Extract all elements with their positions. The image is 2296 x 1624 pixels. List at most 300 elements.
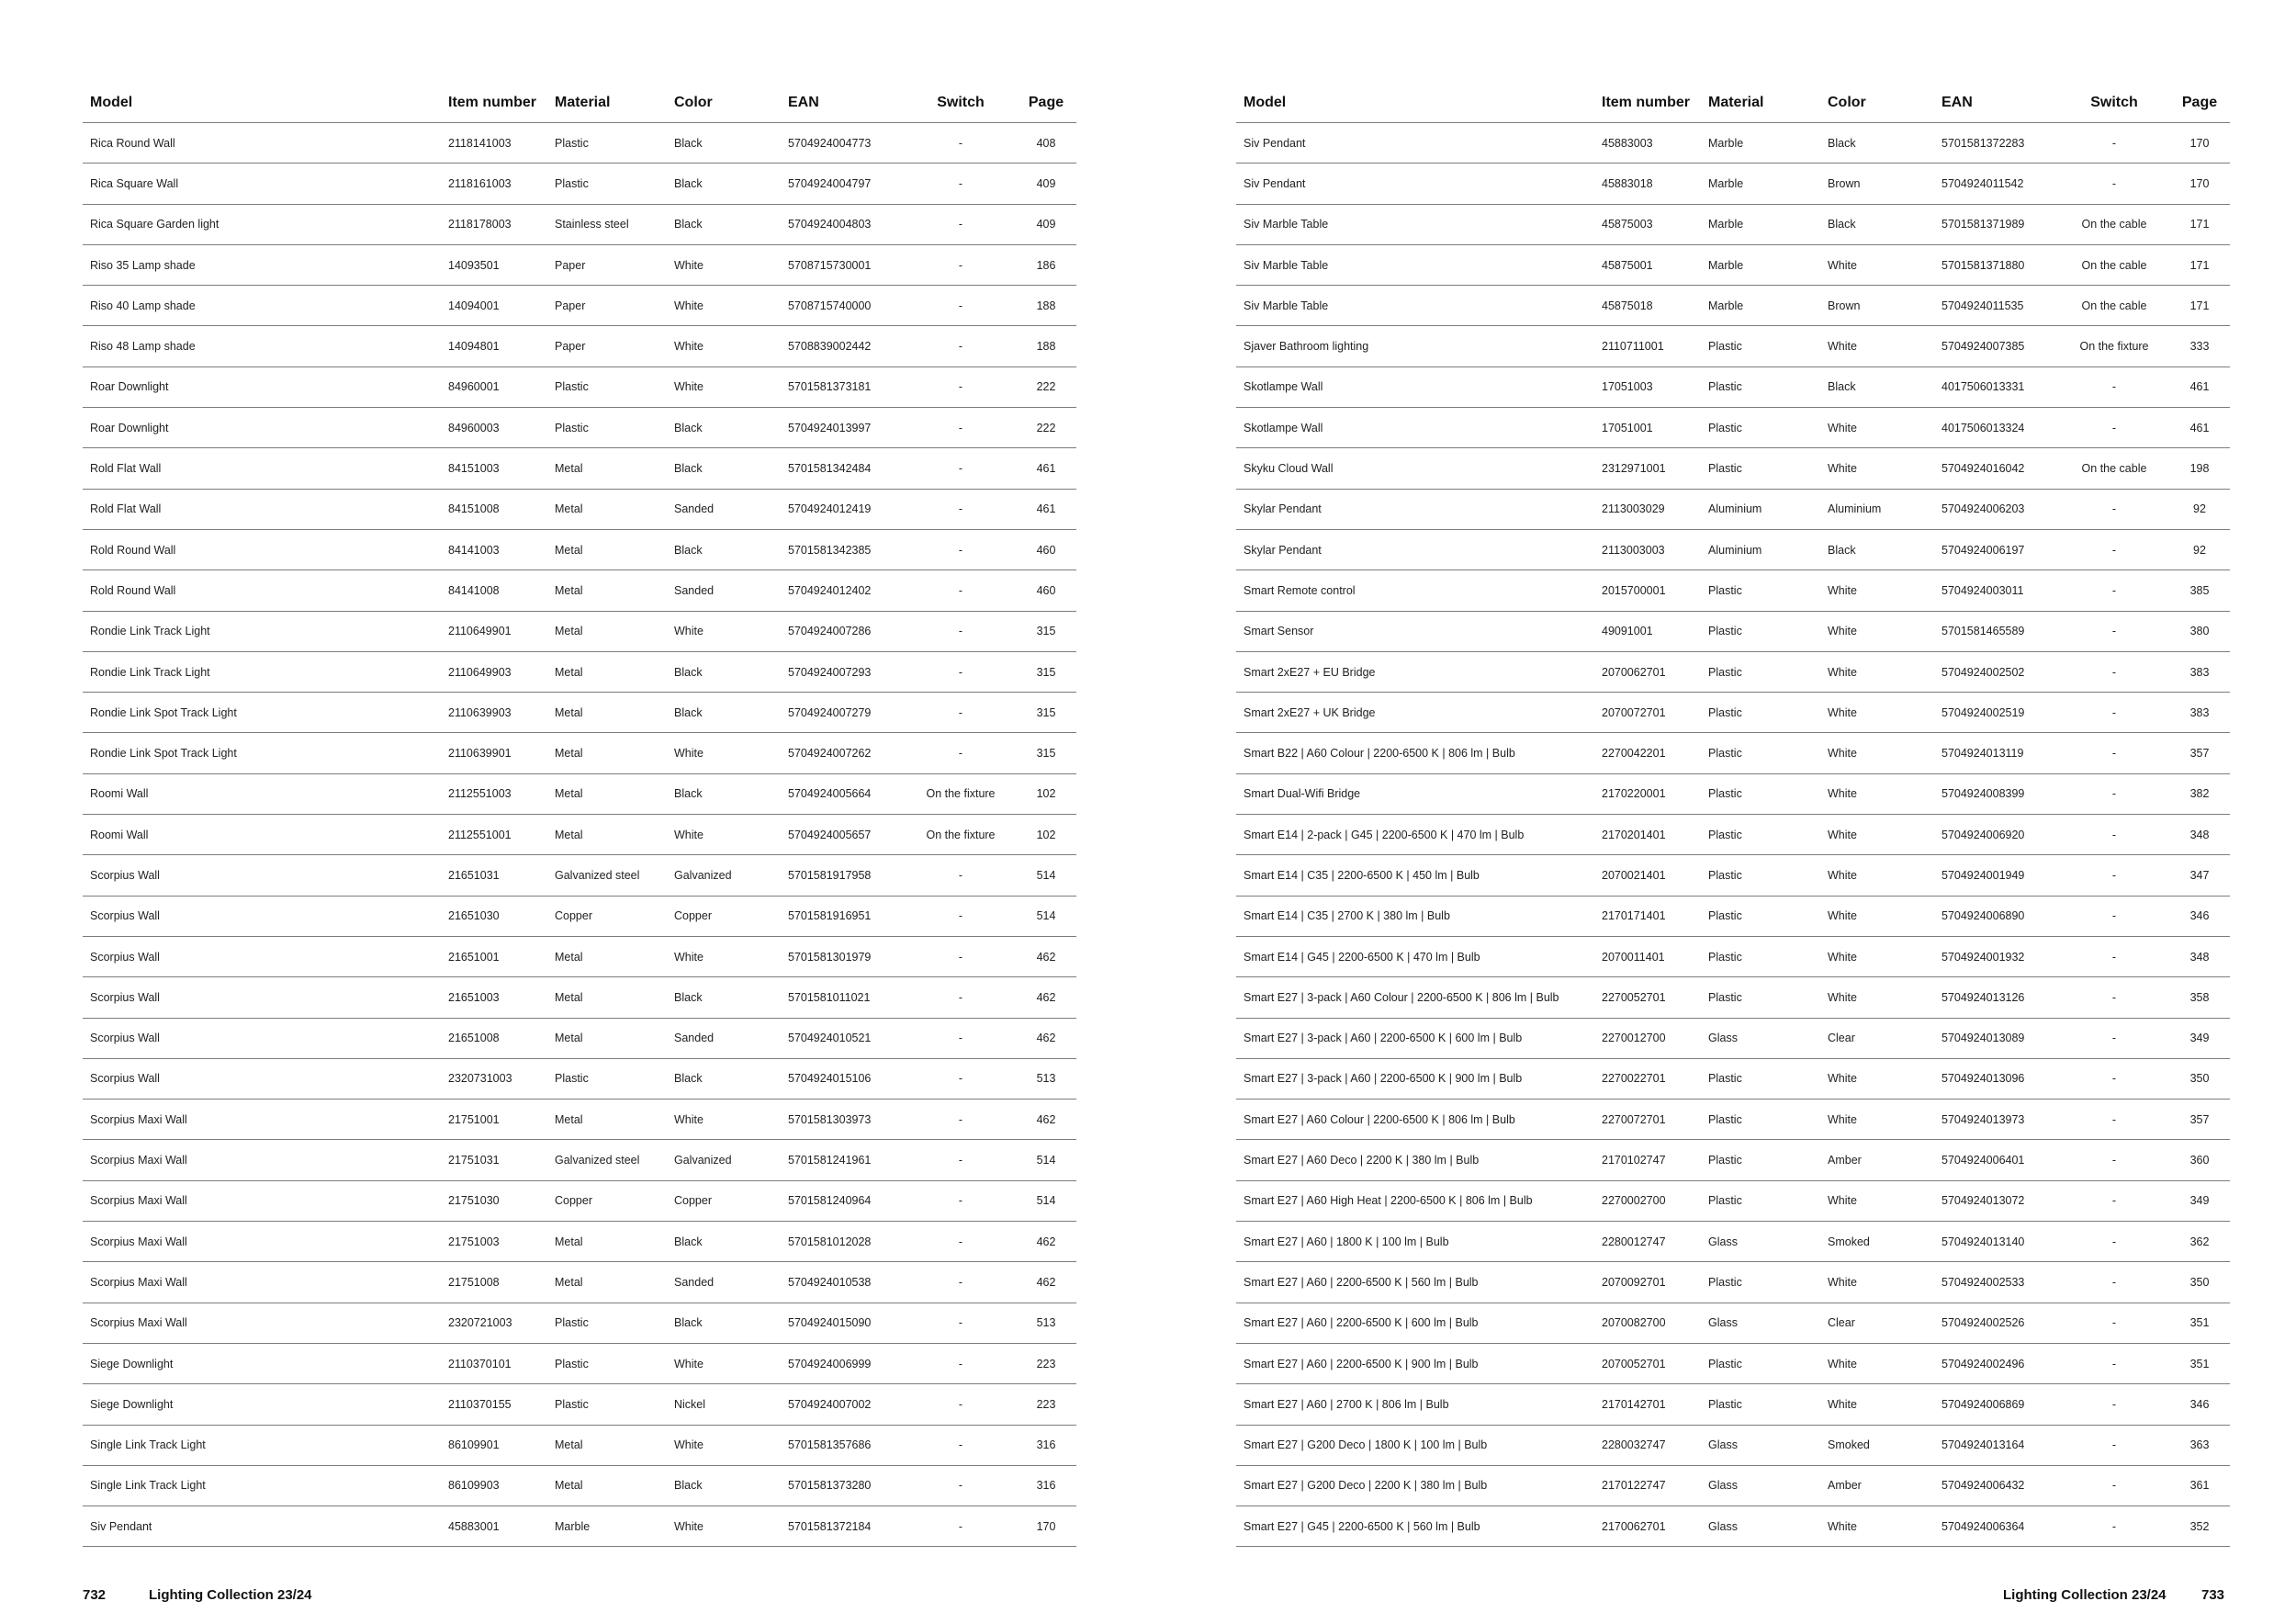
cell-page: 316 [1036,1438,1056,1452]
cell-model: Scorpius Wall [90,990,160,1004]
cell-page: 346 [2189,909,2210,923]
cell-switch: - [958,705,963,719]
cell-page: 382 [2189,787,2210,801]
cell-material: Metal [555,462,583,476]
cell-page: 102 [1036,787,1056,801]
table-row [83,123,1076,164]
cell-material: Plastic [1708,583,1742,597]
cell-switch: - [2111,1357,2117,1370]
cell-material: Plastic [1708,1194,1742,1208]
cell-page: 514 [1036,1154,1056,1167]
cell-item-number: 2110639901 [448,747,512,761]
cell-switch: - [958,462,963,476]
cell-material: Marble [1708,136,1744,150]
cell-color: White [1828,909,1857,923]
table-row [83,693,1076,733]
cell-ean: 5701581917958 [788,868,872,882]
cell-ean: 5701581301979 [788,950,872,964]
cell-color: White [1828,340,1857,354]
cell-switch: - [2111,787,2117,801]
header-page: Page [1028,94,1064,110]
cell-switch: - [2111,1275,2117,1289]
cell-ean: 5701581011021 [788,990,871,1004]
cell-item-number: 2070052701 [1602,1357,1666,1370]
cell-item-number: 84960003 [448,421,500,434]
cell-model: Single Link Track Light [90,1438,206,1452]
cell-model: Smart E14 | C35 | 2200-6500 K | 450 lm | Bulb [1244,868,1480,882]
table-row [1236,245,2230,286]
cell-switch: - [958,1397,963,1411]
cell-page: 222 [1036,380,1056,394]
cell-switch: On the fixture [926,787,996,801]
cell-model: Scorpius Wall [90,868,160,882]
cell-color: White [1828,828,1857,841]
cell-material: Glass [1708,1032,1738,1045]
cell-color: Sanded [674,502,715,516]
cell-switch: - [958,1235,963,1248]
cell-ean: 5708715740000 [788,299,872,312]
cell-page: 170 [2189,136,2210,150]
cell-model: Smart E27 | A60 Deco | 2200 K | 380 lm | Bulb [1244,1154,1480,1167]
cell-material: Plastic [1708,747,1742,761]
product-table-right [1236,83,2230,1547]
cell-color: Amber [1828,1154,1862,1167]
cell-page: 333 [2189,340,2210,354]
cell-switch: - [958,990,963,1004]
cell-model: Rica Square Wall [90,176,179,190]
cell-switch: - [958,950,963,964]
cell-model: Skotlampe Wall [1244,421,1323,434]
table-row [1236,1262,2230,1303]
table-row [83,1426,1076,1466]
header-ean: EAN [788,94,819,110]
cell-model: Smart E27 | A60 | 2200-6500 K | 600 lm | Bulb [1244,1316,1479,1330]
cell-material: Plastic [1708,1357,1742,1370]
cell-material: Metal [555,1438,583,1452]
cell-page: 170 [2189,176,2210,190]
cell-item-number: 2270042201 [1602,747,1666,761]
cell-switch: - [958,258,963,272]
cell-item-number: 2270022701 [1602,1072,1666,1086]
table-header [83,83,1076,123]
cell-material: Plastic [1708,909,1742,923]
cell-item-number: 2070062701 [1602,665,1666,679]
cell-page: 462 [1036,1275,1056,1289]
cell-switch: - [958,583,963,597]
header-page: Page [2181,94,2218,110]
cell-ean: 5704924015106 [788,1072,872,1086]
cell-switch: - [2111,1194,2117,1208]
cell-switch: - [958,218,963,231]
cell-ean: 5704924004773 [788,136,872,150]
cell-color: White [1828,1112,1857,1126]
cell-switch: - [2111,1479,2117,1493]
cell-material: Galvanized steel [555,1154,640,1167]
cell-item-number: 45883018 [1602,176,1653,190]
table-row [1236,408,2230,448]
cell-ean: 5704924010521 [788,1032,872,1045]
table-header [1236,83,2230,123]
cell-page: 358 [2189,990,2210,1004]
cell-ean: 5704924011535 [1941,299,2024,312]
cell-page: 171 [2189,299,2210,312]
cell-material: Galvanized steel [555,868,640,882]
cell-model: Smart E27 | A60 | 2200-6500 K | 900 lm | Bulb [1244,1357,1479,1370]
cell-page: 385 [2189,583,2210,597]
cell-item-number: 2118141003 [448,136,512,150]
cell-page: 348 [2189,950,2210,964]
cell-material: Plastic [555,1357,589,1370]
cell-switch: - [2111,828,2117,841]
table-row [1236,1303,2230,1344]
cell-page: 363 [2189,1438,2210,1452]
cell-ean: 5704924015090 [788,1316,872,1330]
cell-material: Plastic [1708,990,1742,1004]
cell-material: Metal [555,543,583,557]
cell-page: 223 [1036,1357,1056,1370]
table-row [83,1384,1076,1425]
cell-material: Aluminium [1708,543,1762,557]
cell-color: Black [1828,136,1856,150]
cell-ean: 5704924013973 [1941,1112,2025,1126]
cell-model: Smart E27 | A60 High Heat | 2200-6500 K | 806 lm | Bulb [1244,1194,1533,1208]
cell-model: Smart E27 | G45 | 2200-6500 K | 560 lm | Bulb [1244,1519,1480,1533]
cell-material: Metal [555,828,583,841]
table-row [1236,205,2230,245]
cell-page: 92 [2193,502,2206,516]
cell-color: Copper [674,909,712,923]
table-row [83,408,1076,448]
cell-color: Sanded [674,583,715,597]
table-row [83,1100,1076,1140]
cell-page: 188 [1036,299,1056,312]
cell-switch: - [2111,909,2117,923]
cell-model: Scorpius Maxi Wall [90,1194,187,1208]
cell-switch: - [958,1275,963,1289]
cell-color: Sanded [674,1032,715,1045]
cell-ean: 5704924006999 [788,1357,872,1370]
cell-material: Marble [555,1519,591,1533]
cell-model: Siv Marble Table [1244,299,1329,312]
cell-page: 380 [2189,625,2210,638]
cell-ean: 5704924013096 [1941,1072,2025,1086]
table-row [1236,490,2230,530]
cell-page: 461 [2189,380,2210,394]
cell-ean: 5704924006869 [1941,1397,2025,1411]
footer-title: Lighting Collection 23/24 [2003,1587,2167,1603]
cell-item-number: 2170171401 [1602,909,1666,923]
table-row [1236,1222,2230,1262]
header-color: Color [1828,94,1866,110]
cell-switch: - [2111,502,2117,516]
cell-item-number: 84141008 [448,583,500,597]
cell-switch: On the cable [2081,218,2147,231]
table-row [83,1181,1076,1222]
cell-color: Black [674,136,703,150]
header-item-number: Item number [448,94,537,110]
cell-color: Black [674,787,703,801]
cell-item-number: 2070021401 [1602,868,1666,882]
cell-ean: 5704924012419 [788,502,872,516]
cell-switch: - [958,868,963,882]
cell-color: Black [674,1479,703,1493]
cell-color: White [674,625,703,638]
cell-ean: 5704924013119 [1941,747,2024,761]
cell-item-number: 17051001 [1602,421,1653,434]
cell-color: Black [674,665,703,679]
cell-material: Paper [555,299,586,312]
table-row [83,245,1076,286]
cell-page: 462 [1036,990,1056,1004]
cell-item-number: 21651031 [448,868,500,882]
cell-ean: 5704924007286 [788,625,872,638]
cell-switch: - [958,340,963,354]
table-row [83,1303,1076,1344]
table-row [83,1344,1076,1384]
cell-switch: - [958,1112,963,1126]
cell-switch: - [2111,705,2117,719]
cell-material: Metal [555,705,583,719]
table-row [83,530,1076,570]
cell-ean: 5704924005657 [788,828,872,841]
table-row [1236,1019,2230,1059]
cell-material: Plastic [1708,625,1742,638]
cell-page: 350 [2189,1275,2210,1289]
table-row [1236,1384,2230,1425]
cell-material: Metal [555,1479,583,1493]
cell-page: 357 [2189,1112,2210,1126]
cell-model: Roar Downlight [90,421,169,434]
cell-model: Rondie Link Track Light [90,665,210,679]
cell-page: 460 [1036,583,1056,597]
cell-material: Copper [555,909,592,923]
cell-switch: - [958,1438,963,1452]
cell-page: 92 [2193,543,2206,557]
cell-ean: 5704924013164 [1941,1438,2025,1452]
cell-color: Copper [674,1194,712,1208]
cell-switch: On the cable [2081,258,2147,272]
cell-color: Galvanized [674,1154,732,1167]
table-row [83,205,1076,245]
table-row [1236,937,2230,977]
cell-material: Metal [555,1032,583,1045]
table-row [1236,1059,2230,1100]
cell-model: Smart E27 | G200 Deco | 2200 K | 380 lm | Bulb [1244,1479,1488,1493]
cell-item-number: 49091001 [1602,625,1653,638]
cell-color: White [1828,1519,1857,1533]
cell-ean: 5701581371880 [1941,258,2025,272]
cell-item-number: 2270052701 [1602,990,1666,1004]
cell-page: 461 [1036,502,1056,516]
table-row [83,448,1076,489]
cell-color: White [674,1519,703,1533]
cell-switch: - [2111,1397,2117,1411]
cell-item-number: 2270012700 [1602,1032,1666,1045]
cell-model: Roomi Wall [90,828,149,841]
cell-color: Black [674,990,703,1004]
cell-ean: 5704924007262 [788,747,872,761]
cell-item-number: 84151008 [448,502,500,516]
cell-color: Black [674,1235,703,1248]
cell-switch: - [958,1194,963,1208]
cell-color: Black [674,176,703,190]
table-row [1236,286,2230,326]
table-row [83,1506,1076,1547]
cell-material: Plastic [1708,1154,1742,1167]
cell-color: Black [674,1316,703,1330]
cell-switch: On the cable [2081,462,2147,476]
cell-color: Clear [1828,1316,1855,1330]
cell-page: 360 [2189,1154,2210,1167]
cell-model: Smart E27 | G200 Deco | 1800 K | 100 lm | Bulb [1244,1438,1488,1452]
cell-item-number: 21751030 [448,1194,500,1208]
cell-item-number: 2070072701 [1602,705,1666,719]
cell-ean: 5701581916951 [788,909,872,923]
cell-color: White [1828,747,1857,761]
cell-ean: 5701581241961 [788,1154,872,1167]
cell-switch: - [958,543,963,557]
cell-material: Glass [1708,1316,1738,1330]
cell-ean: 5701581303973 [788,1112,872,1126]
cell-page: 409 [1036,218,1056,231]
table-row [83,570,1076,611]
cell-color: Black [1828,218,1856,231]
table-row [1236,164,2230,204]
cell-color: White [1828,950,1857,964]
cell-page: 408 [1036,136,1056,150]
cell-switch: - [2111,1438,2117,1452]
cell-item-number: 2312971001 [1602,462,1666,476]
cell-model: Scorpius Wall [90,909,160,923]
cell-item-number: 2118161003 [448,176,512,190]
table-row [1236,1140,2230,1180]
cell-model: Skylar Pendant [1244,543,1322,557]
cell-ean: 5704924007002 [788,1397,872,1411]
table-row [1236,570,2230,611]
cell-material: Metal [555,787,583,801]
cell-page: 349 [2189,1032,2210,1045]
cell-material: Plastic [555,136,589,150]
right-page [1148,0,2296,1624]
cell-item-number: 45883003 [1602,136,1653,150]
header-item-number: Item number [1602,94,1691,110]
cell-item-number: 21651001 [448,950,500,964]
cell-model: Rold Flat Wall [90,462,162,476]
table-row [1236,652,2230,693]
cell-switch: - [958,299,963,312]
cell-color: Smoked [1828,1438,1870,1452]
cell-ean: 5704924006401 [1941,1154,2025,1167]
cell-model: Siv Pendant [1244,136,1306,150]
cell-color: White [1828,462,1857,476]
cell-switch: - [2111,1154,2117,1167]
cell-switch: - [2111,543,2117,557]
cell-item-number: 2070092701 [1602,1275,1666,1289]
cell-page: 462 [1036,1032,1056,1045]
cell-material: Plastic [555,176,589,190]
cell-ean: 5704924013072 [1941,1194,2025,1208]
cell-item-number: 2320731003 [448,1072,512,1086]
cell-switch: - [958,1032,963,1045]
cell-material: Aluminium [1708,502,1762,516]
cell-ean: 5704924006203 [1941,502,2025,516]
table-row [83,164,1076,204]
cell-color: Aluminium [1828,502,1882,516]
cell-switch: - [2111,1112,2117,1126]
cell-item-number: 14094001 [448,299,500,312]
cell-switch: - [958,625,963,638]
cell-item-number: 2112551001 [448,828,512,841]
cell-material: Plastic [555,1316,589,1330]
cell-color: Brown [1828,299,1861,312]
table-row [1236,1181,2230,1222]
table-row [83,1059,1076,1100]
cell-item-number: 2110649903 [448,665,512,679]
cell-model: Smart Dual-Wifi Bridge [1244,787,1361,801]
cell-model: Smart E27 | 3-pack | A60 | 2200-6500 K | 600 lm | Bulb [1244,1032,1523,1045]
cell-model: Smart E27 | A60 | 2200-6500 K | 560 lm | Bulb [1244,1275,1479,1289]
cell-material: Marble [1708,218,1744,231]
cell-switch: - [2111,990,2117,1004]
cell-color: White [1828,1072,1857,1086]
cell-item-number: 2110639903 [448,705,512,719]
cell-switch: - [2111,1316,2117,1330]
cell-ean: 5704924013997 [788,421,872,434]
cell-model: Roomi Wall [90,787,149,801]
cell-color: White [674,828,703,841]
cell-item-number: 21651030 [448,909,500,923]
table-row [83,1262,1076,1303]
header-switch: Switch [937,94,985,110]
cell-item-number: 21651003 [448,990,500,1004]
table-row [1236,855,2230,896]
cell-material: Plastic [555,1072,589,1086]
cell-item-number: 2170201401 [1602,828,1666,841]
table-row [83,652,1076,693]
cell-page: 102 [1036,828,1056,841]
cell-page: 513 [1036,1072,1056,1086]
cell-item-number: 2110649901 [448,625,512,638]
cell-ean: 5704924012402 [788,583,872,597]
cell-model: Rold Round Wall [90,543,176,557]
cell-model: Smart E14 | C35 | 2700 K | 380 lm | Bulb [1244,909,1450,923]
cell-model: Skyku Cloud Wall [1244,462,1334,476]
table-row [1236,123,2230,164]
cell-model: Rondie Link Spot Track Light [90,747,237,761]
cell-page: 383 [2189,705,2210,719]
cell-switch: - [2111,583,2117,597]
cell-color: White [674,950,703,964]
cell-switch: - [2111,665,2117,679]
cell-color: Amber [1828,1479,1862,1493]
cell-color: White [674,1112,703,1126]
cell-item-number: 2118178003 [448,218,512,231]
table-row [83,612,1076,652]
cell-page: 171 [2189,218,2210,231]
cell-item-number: 2170220001 [1602,787,1666,801]
cell-switch: - [958,1519,963,1533]
cell-page: 461 [2189,421,2210,434]
table-row [1236,1426,2230,1466]
cell-color: White [1828,1194,1857,1208]
cell-page: 462 [1036,950,1056,964]
cell-model: Smart E27 | 3-pack | A60 Colour | 2200-6500 K | 806 lm | Bulb [1244,990,1559,1004]
cell-item-number: 2112551003 [448,787,512,801]
table-row [1236,530,2230,570]
cell-ean: 5701581342385 [788,543,872,557]
cell-page: 350 [2189,1072,2210,1086]
cell-material: Metal [555,1235,583,1248]
